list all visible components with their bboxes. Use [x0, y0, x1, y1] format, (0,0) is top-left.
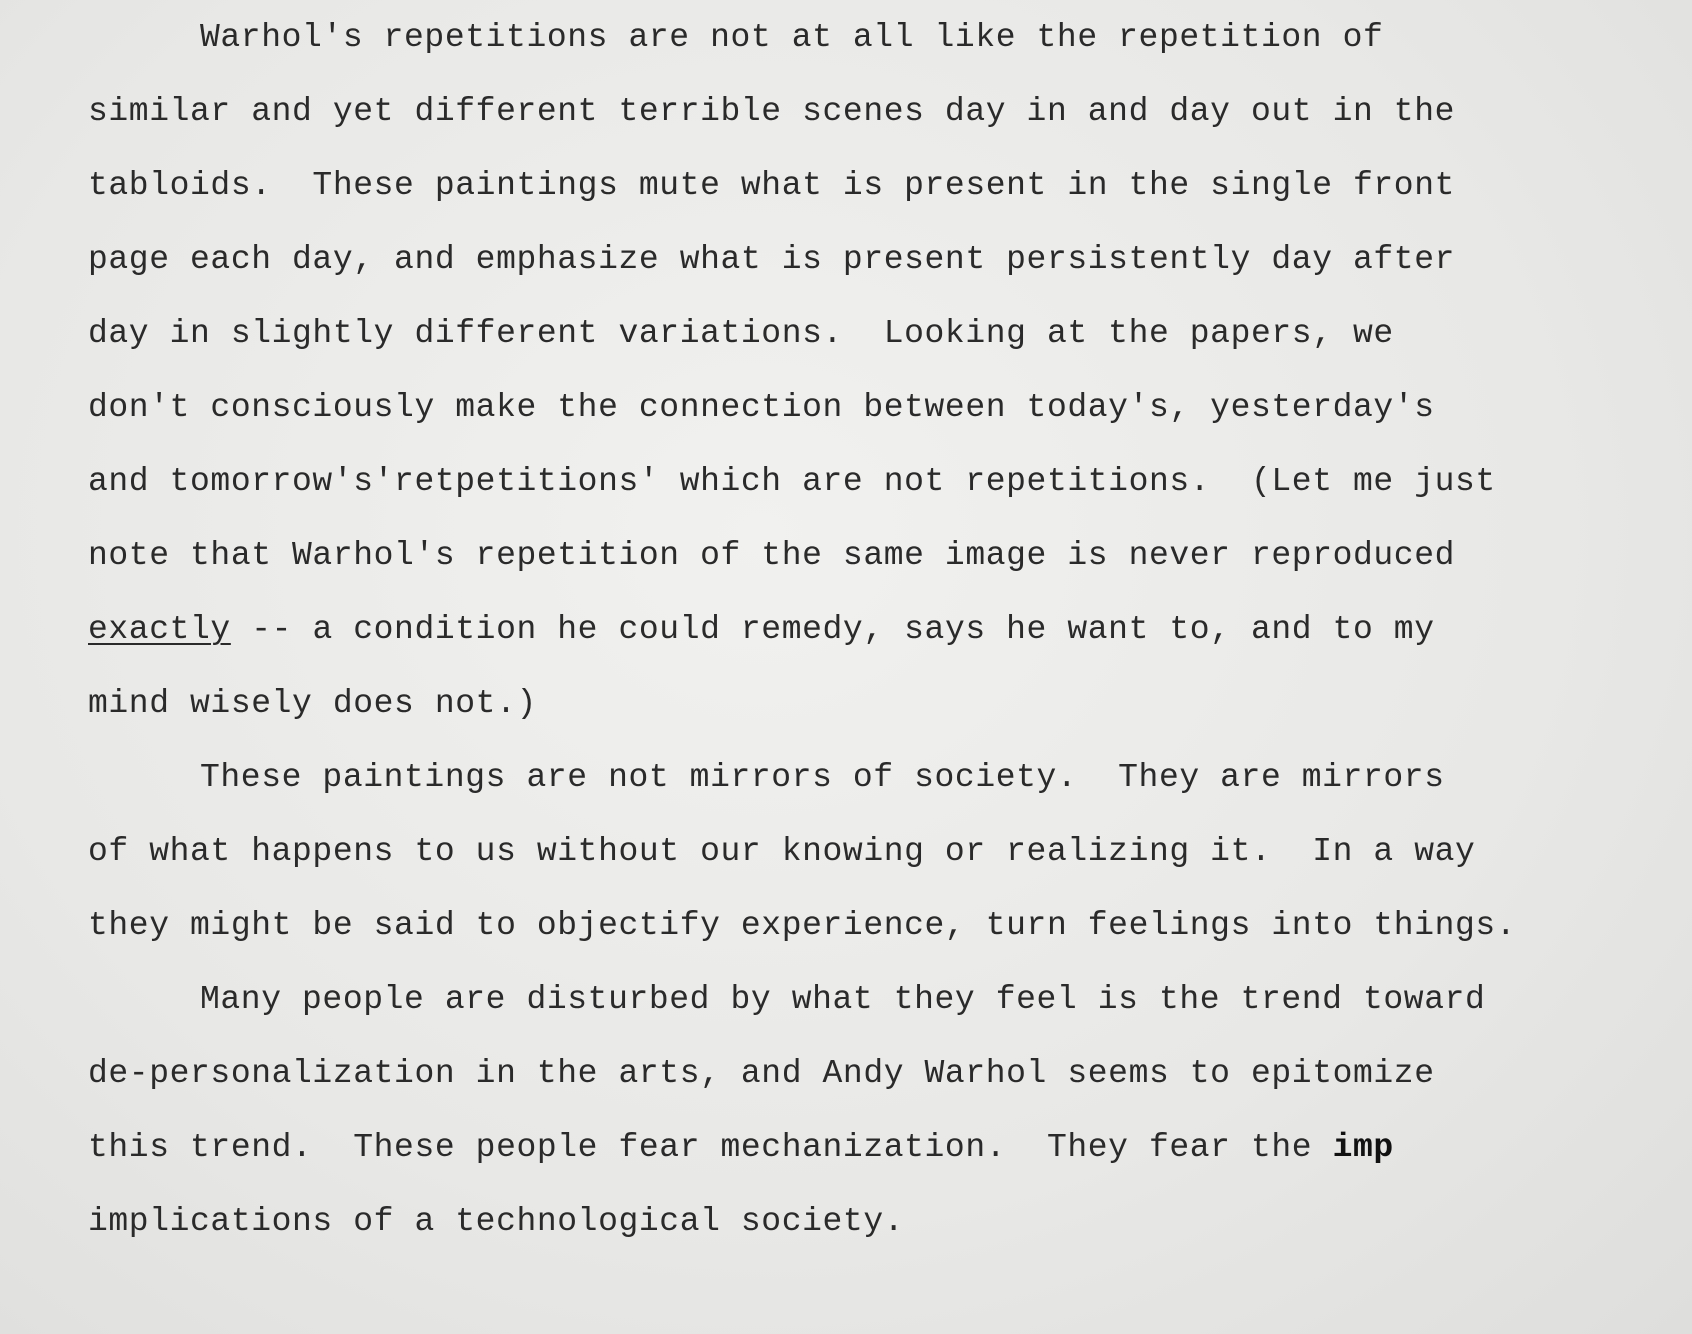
underlined-word: exactly: [88, 611, 231, 648]
text-line: tabloids. These paintings mute what is present in the single front: [88, 167, 1456, 204]
line-text: this trend. These people fear mechanization. They fear the: [88, 1129, 1333, 1166]
text-line: don't consciously make the connection between today's, yesterday's: [88, 389, 1435, 426]
struck-out-typing: imp: [1332, 1129, 1394, 1166]
text-line: Warhol's repetitions are not at all like the repetition of: [200, 19, 1384, 56]
text-line: page each day, and emphasize what is present persistently day after: [88, 241, 1456, 278]
line-remainder: -- a condition he could remedy, says he want to, and to my: [230, 611, 1435, 648]
text-line: similar and yet different terrible scenes day in and day out in the: [88, 93, 1456, 130]
text-line: day in slightly different variations. Looking at the papers, we: [88, 315, 1394, 352]
text-line: Many people are disturbed by what they feel is the trend toward: [200, 981, 1486, 1018]
text-line: they might be said to objectify experience, turn feelings into things.: [88, 907, 1517, 944]
text-line: of what happens to us without our knowing or realizing it. In a way: [88, 833, 1476, 870]
text-line: and tomorrow's'retpetitions' which are not repetitions. (Let me just: [88, 463, 1496, 500]
text-line: These paintings are not mirrors of society. They are mirrors: [200, 759, 1445, 796]
text-line: [88, 610, 1435, 650]
text-line: note that Warhol's repetition of the same image is never reproduced: [88, 537, 1456, 574]
text-line: mind wisely does not.): [88, 685, 537, 722]
text-line: [88, 1128, 1394, 1168]
text-line: de-personalization in the arts, and Andy Warhol seems to epitomize: [88, 1055, 1435, 1092]
text-line: implications of a technological society.: [88, 1203, 905, 1240]
